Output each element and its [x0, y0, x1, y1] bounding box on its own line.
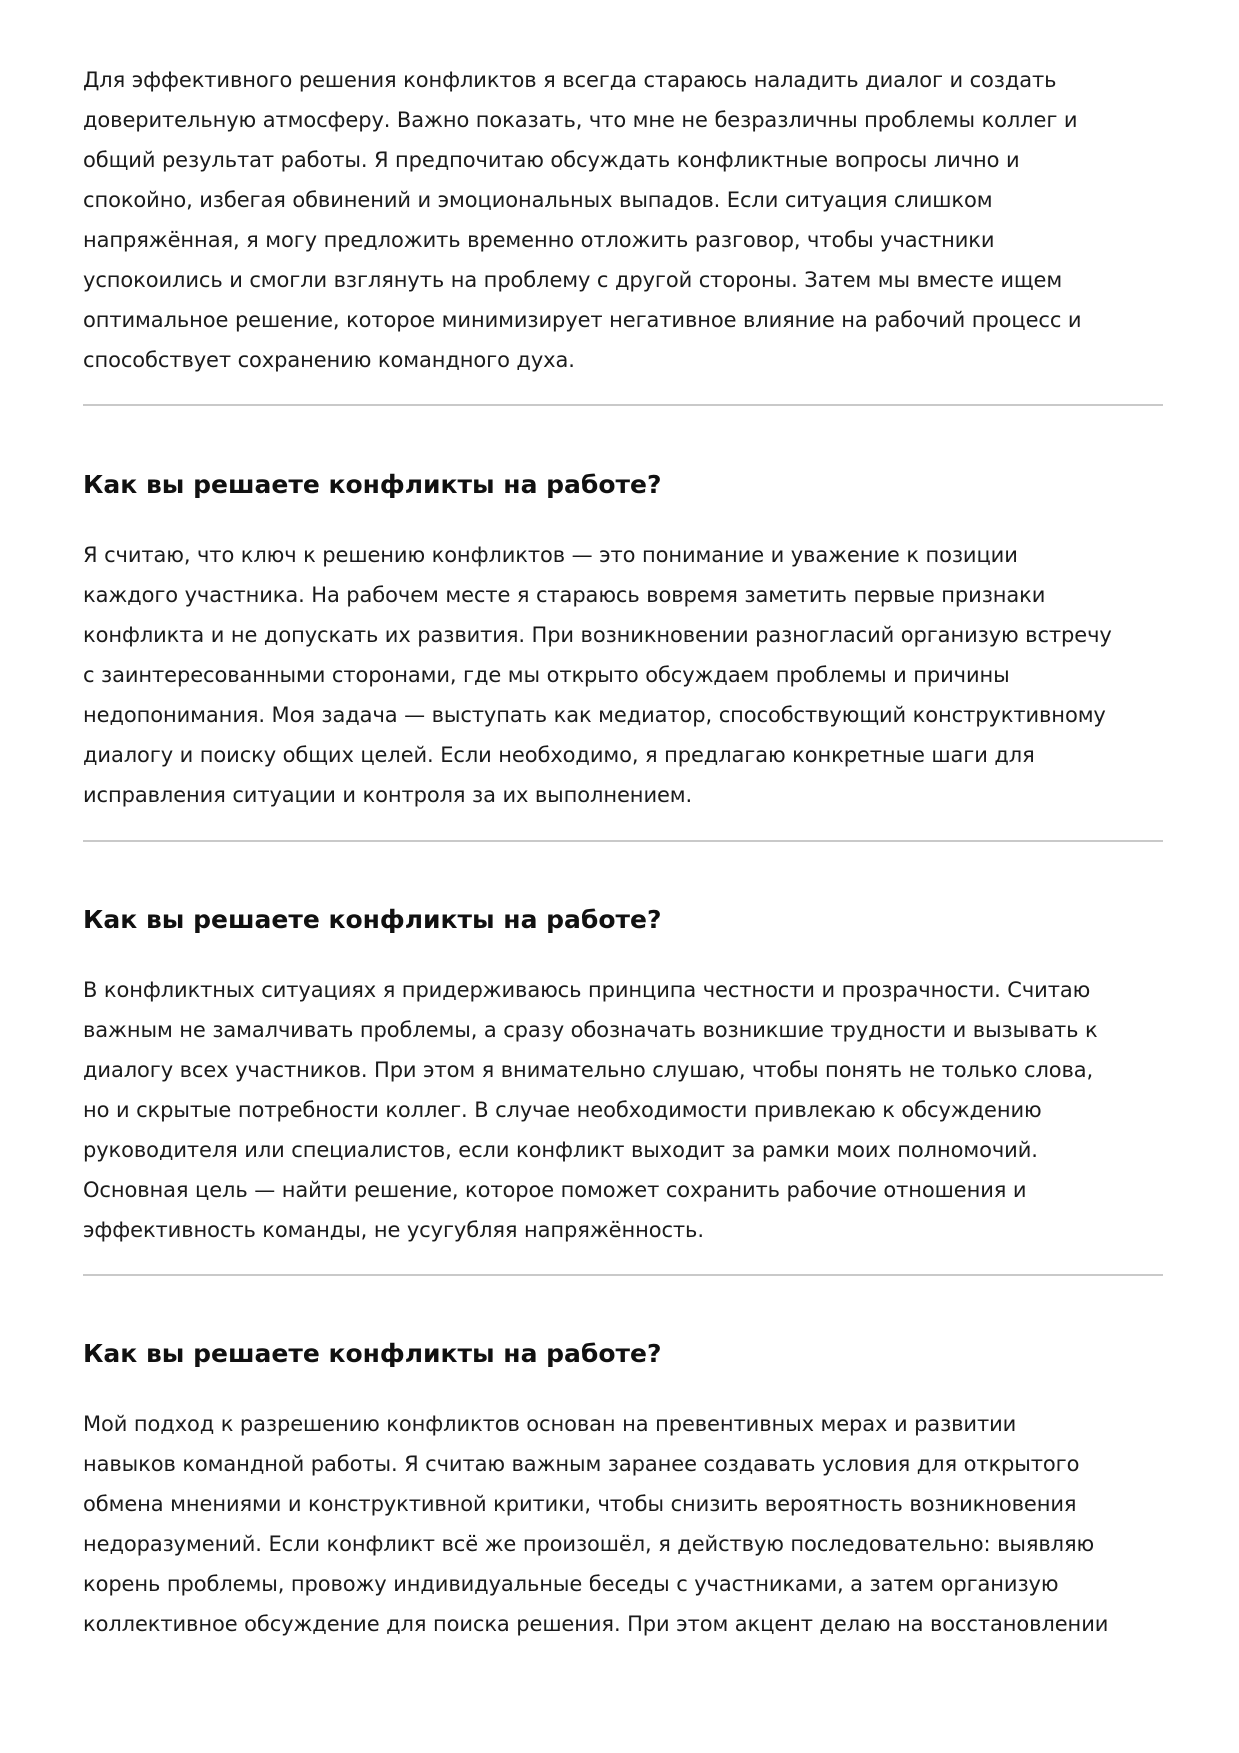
text-line: спокойно, избегая обвинений и эмоциональных выпадов. Если ситуация слишком	[83, 188, 993, 212]
text-line: недоразумений. Если конфликт всё же произошёл, я действую последовательно: выявляю	[83, 1532, 1095, 1556]
answer-paragraph-1	[83, 60, 1163, 380]
text-line: каждого участника. На рабочем месте я стараюсь вовремя заметить первые признаки	[83, 583, 1046, 607]
question-heading-3: Как вы решаете конфликты на работе?	[83, 905, 662, 934]
text-line: с заинтересованными сторонами, где мы открыто обсуждаем проблемы и причины	[83, 663, 1010, 687]
text-line: диалогу всех участников. При этом я внимательно слушаю, чтобы понять не только слова,	[83, 1058, 1094, 1082]
text-line: коллективное обсуждение для поиска решения. При этом акцент делаю на восстановлении	[83, 1612, 1109, 1636]
text-line: успокоились и смогли взглянуть на проблему с другой стороны. Затем мы вместе ищем	[83, 268, 1063, 292]
question-heading-2: Как вы решаете конфликты на работе?	[83, 470, 662, 499]
text-line: но и скрытые потребности коллег. В случае необходимости привлекаю к обсуждению	[83, 1098, 1042, 1122]
answer-paragraph-3	[83, 970, 1163, 1250]
text-line: Основная цель — найти решение, которое поможет сохранить рабочие отношения и	[83, 1178, 1027, 1202]
text-line: оптимальное решение, которое минимизирует негативное влияние на рабочий процесс и	[83, 308, 1082, 332]
text-line: навыков командной работы. Я считаю важным заранее создавать условия для открытого	[83, 1452, 1080, 1476]
text-line: В конфликтных ситуациях я придерживаюсь принципа честности и прозрачности. Считаю	[83, 978, 1091, 1002]
answer-paragraph-4	[83, 1404, 1163, 1644]
answer-paragraph-2	[83, 535, 1163, 815]
section-divider	[83, 840, 1163, 842]
text-line: корень проблемы, провожу индивидуальные беседы с участниками, а затем организую	[83, 1572, 1059, 1596]
section-divider	[83, 404, 1163, 406]
text-line: конфликта и не допускать их развития. При возникновении разногласий организую встречу	[83, 623, 1112, 647]
text-line: диалогу и поиску общих целей. Если необходимо, я предлагаю конкретные шаги для	[83, 743, 1035, 767]
question-heading-4: Как вы решаете конфликты на работе?	[83, 1339, 662, 1368]
text-line: способствует сохранению командного духа.	[83, 348, 575, 372]
text-line: руководителя или специалистов, если конфликт выходит за рамки моих полномочий.	[83, 1138, 1038, 1162]
text-line: обмена мнениями и конструктивной критики, чтобы снизить вероятность возникновения	[83, 1492, 1077, 1516]
text-line: Мой подход к разрешению конфликтов основан на превентивных мерах и развитии	[83, 1412, 1017, 1436]
text-line: Для эффективного решения конфликтов я всегда стараюсь наладить диалог и создать	[83, 68, 1057, 92]
text-line: исправления ситуации и контроля за их выполнением.	[83, 783, 693, 807]
text-line: Я считаю, что ключ к решению конфликтов — это понимание и уважение к позиции	[83, 543, 1018, 567]
text-line: эффективность команды, не усугубляя напряжённость.	[83, 1218, 704, 1242]
text-line: важным не замалчивать проблемы, а сразу обозначать возникшие трудности и вызывать к	[83, 1018, 1098, 1042]
text-line: общий результат работы. Я предпочитаю обсуждать конфликтные вопросы лично и	[83, 148, 1020, 172]
text-line: напряжённая, я могу предложить временно отложить разговор, чтобы участники	[83, 228, 995, 252]
section-divider	[83, 1274, 1163, 1276]
text-line: доверительную атмосферу. Важно показать, что мне не безразличны проблемы коллег и	[83, 108, 1078, 132]
text-line: недопонимания. Моя задача — выступать как медиатор, способствующий конструктивному	[83, 703, 1106, 727]
